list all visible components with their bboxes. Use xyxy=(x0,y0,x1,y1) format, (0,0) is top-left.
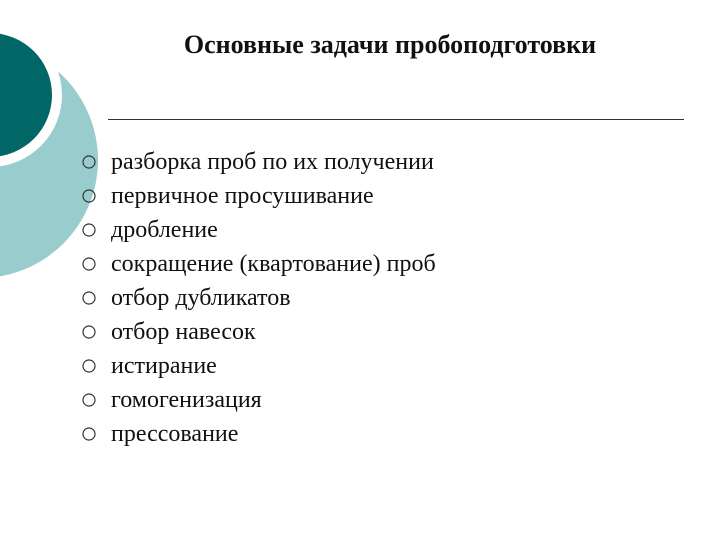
hollow-circle-icon xyxy=(82,427,96,441)
hollow-circle-icon xyxy=(82,189,96,203)
hollow-circle-icon xyxy=(82,393,96,407)
title-divider xyxy=(108,119,684,120)
list-item-text: отбор навесок xyxy=(111,318,256,345)
list-item-text: отбор дубликатов xyxy=(111,284,291,311)
list-item-text: дробление xyxy=(111,216,218,243)
list-item xyxy=(82,145,436,179)
list-item xyxy=(82,315,436,349)
hollow-circle-icon xyxy=(82,223,96,237)
list-item xyxy=(82,281,436,315)
list-item-text: сокращение (квартование) проб xyxy=(111,250,436,277)
list-item xyxy=(82,213,436,247)
list-item xyxy=(82,349,436,383)
list-item xyxy=(82,247,436,281)
list-item xyxy=(82,383,436,417)
hollow-circle-icon xyxy=(82,155,96,169)
slide-title: Основные задачи пробоподготовки xyxy=(183,30,597,59)
list-item-text: гомогенизация xyxy=(111,386,262,413)
list-item-text: первичное просушивание xyxy=(111,182,374,209)
hollow-circle-icon xyxy=(82,325,96,339)
list-item-text: разборка проб по их получении xyxy=(111,148,434,175)
hollow-circle-icon xyxy=(82,359,96,373)
list-item-text: истирание xyxy=(111,352,217,379)
hollow-circle-icon xyxy=(82,291,96,305)
list-item xyxy=(82,179,436,213)
hollow-circle-icon xyxy=(82,257,96,271)
bullet-list xyxy=(82,145,436,451)
list-item-text: прессование xyxy=(111,420,239,447)
list-item xyxy=(82,417,436,451)
